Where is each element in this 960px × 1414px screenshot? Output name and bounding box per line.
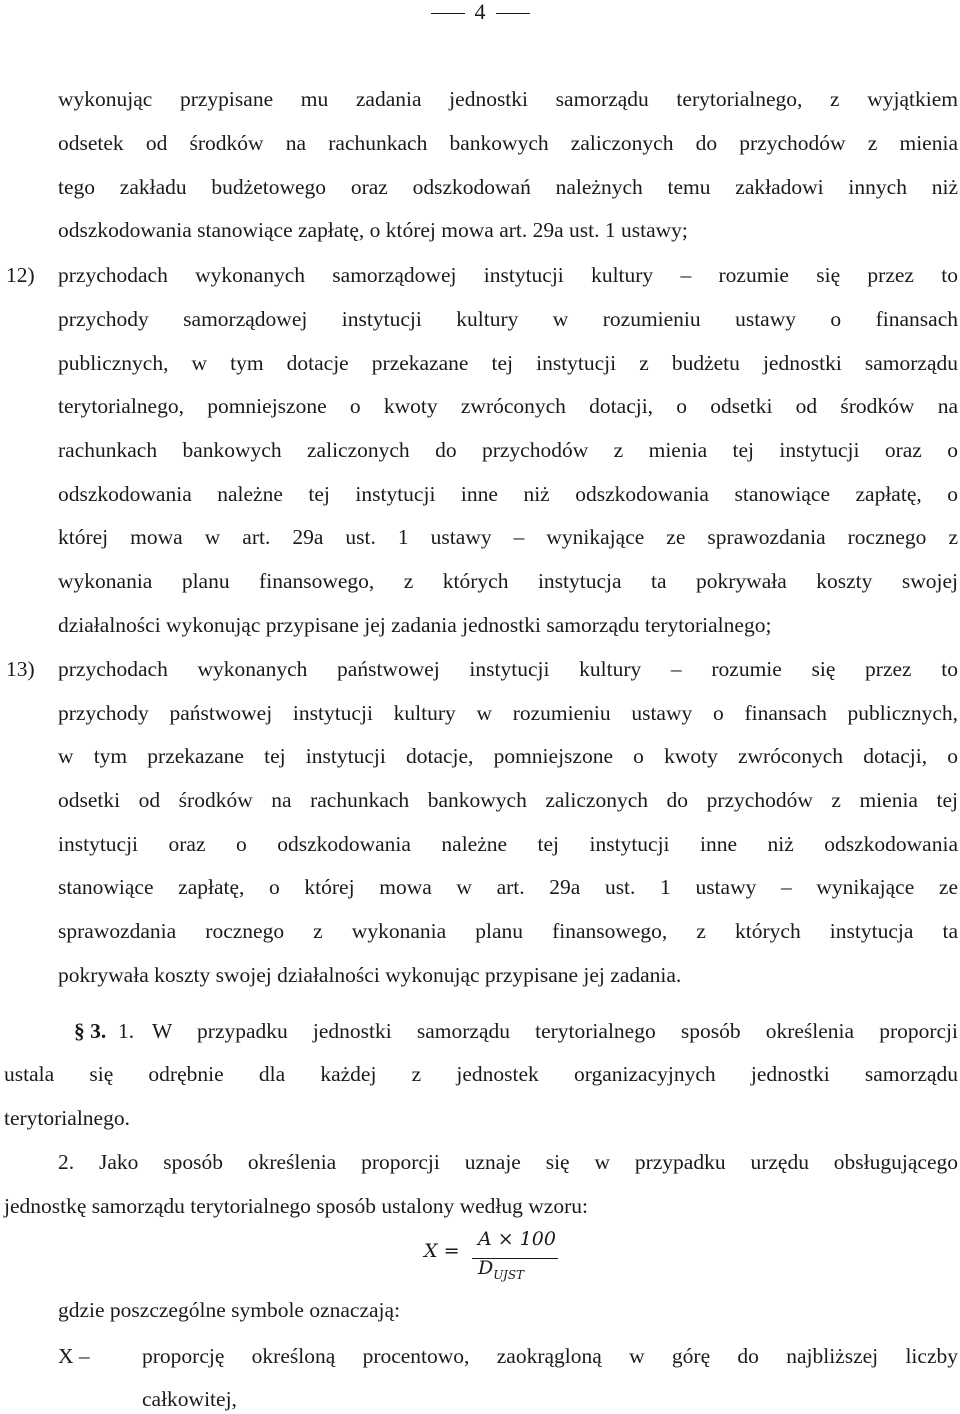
section-3-para-2-line-2: jednostkę samorządu terytorialnego sposób ustalony według wzoru:	[4, 1194, 588, 1218]
item-13-line-7: sprawozdania rocznego z wykonania planu finansowego, z których instytucja ta	[58, 919, 958, 943]
section-3-para-1-line-1: W przypadku jednostki samorządu terytorialnego sposób określenia proporcji	[152, 1019, 958, 1043]
symbol-x-key: X –	[58, 1344, 90, 1368]
item-13-line-3: w tym przekazane tej instytucji dotacje, pomniejszone o kwoty zwróconych dotacji, o	[58, 744, 958, 768]
item-12-line-9: działalności wykonując przypisane jej zadania jednostki samorządu terytorialnego;	[58, 613, 772, 637]
section-3-para-2-line-1: 2. Jako sposób określenia proporcji uznaje się w przypadku urzędu obsługującego	[58, 1150, 958, 1174]
item-13-line-6: stanowiące zapłatę, o której mowa w art. 29a ust. 1 ustawy – wynikające ze	[58, 875, 958, 899]
item-13-number: 13)	[6, 657, 35, 681]
section-3-label: § 3.	[74, 1019, 107, 1043]
item-13-line-1: przychodach wykonanych państwowej instytucji kultury – rozumie się przez to	[58, 657, 958, 681]
item-12-line-1: przychodach wykonanych samorządowej instytucji kultury – rozumie się przez to	[58, 263, 958, 287]
formula-denominator-subscript: UJST	[493, 1267, 525, 1282]
formula-lhs: X =	[424, 1240, 460, 1262]
page-number-value: 4	[474, 0, 486, 24]
formula-denominator	[478, 1257, 524, 1282]
item-13-line-5: instytucji oraz o odszkodowania należne tej instytucji inne niż odszkodowania	[58, 832, 958, 856]
formula-denominator-symbol: D	[478, 1257, 494, 1279]
item-12-line-6: odszkodowania należne tej instytucji inne niż odszkodowania stanowiące zapłatę, o	[58, 482, 958, 506]
item-13-line-8: pokrywała koszty swojej działalności wykonując przypisane jej zadania.	[58, 963, 682, 987]
item-12-line-4: terytorialnego, pomniejszone o kwoty zwróconych dotacji, o odsetki od środków na	[58, 394, 958, 418]
page-number-dash-right	[496, 13, 530, 14]
section-3-para-1-line-2: ustala się odrębnie dla każdej z jednostek organizacyjnych jednostki samorządu	[4, 1062, 958, 1086]
continuation-line-4: odszkodowania stanowiące zapłatę, o której mowa art. 29a ust. 1 ustawy;	[58, 218, 688, 242]
item-12-line-5: rachunkach bankowych zaliczonych do przychodów z mienia tej instytucji oraz o	[58, 438, 958, 462]
item-13-line-2: przychody państwowej instytucji kultury w rozumieniu ustawy o finansach publicznych,	[58, 701, 958, 725]
item-13-line-4: odsetki od środków na rachunkach bankowych zaliczonych do przychodów z mienia tej	[58, 788, 958, 812]
proportion-formula	[420, 1228, 560, 1284]
symbol-x-line-1: proporcję określoną procentowo, zaokrągloną w górę do najbliższej liczby	[142, 1344, 958, 1368]
item-12-line-7: której mowa w art. 29a ust. 1 ustawy – wynikające ze sprawozdania rocznego z	[58, 525, 958, 549]
item-12-line-8: wykonania planu finansowego, z których instytucja ta pokrywała koszty swojej	[58, 569, 958, 593]
item-12-line-2: przychody samorządowej instytucji kultury w rozumieniu ustawy o finansach	[58, 307, 958, 331]
section-3-para-1-number: 1.	[118, 1019, 135, 1043]
continuation-line-3: tego zakładu budżetowego oraz odszkodowań należnych temu zakładowi innych niż	[58, 175, 958, 199]
symbol-x-line-2: całkowitej,	[142, 1387, 237, 1411]
continuation-line-1: wykonując przypisane mu zadania jednostki samorządu terytorialnego, z wyjątkiem	[58, 87, 958, 111]
page-number-dash-left	[431, 13, 465, 14]
formula-numerator: A × 100	[478, 1228, 556, 1250]
symbols-intro: gdzie poszczególne symbole oznaczają:	[58, 1298, 401, 1322]
section-3-first-line	[58, 1016, 958, 1046]
page-number	[0, 0, 960, 28]
section-3-para-1-line-3: terytorialnego.	[4, 1106, 130, 1130]
continuation-line-2: odsetek od środków na rachunkach bankowych zaliczonych do przychodów z mienia	[58, 131, 958, 155]
item-12-line-3: publicznych, w tym dotacje przekazane tej instytucji z budżetu jednostki samorządu	[58, 351, 958, 375]
item-12-number: 12)	[6, 263, 35, 287]
